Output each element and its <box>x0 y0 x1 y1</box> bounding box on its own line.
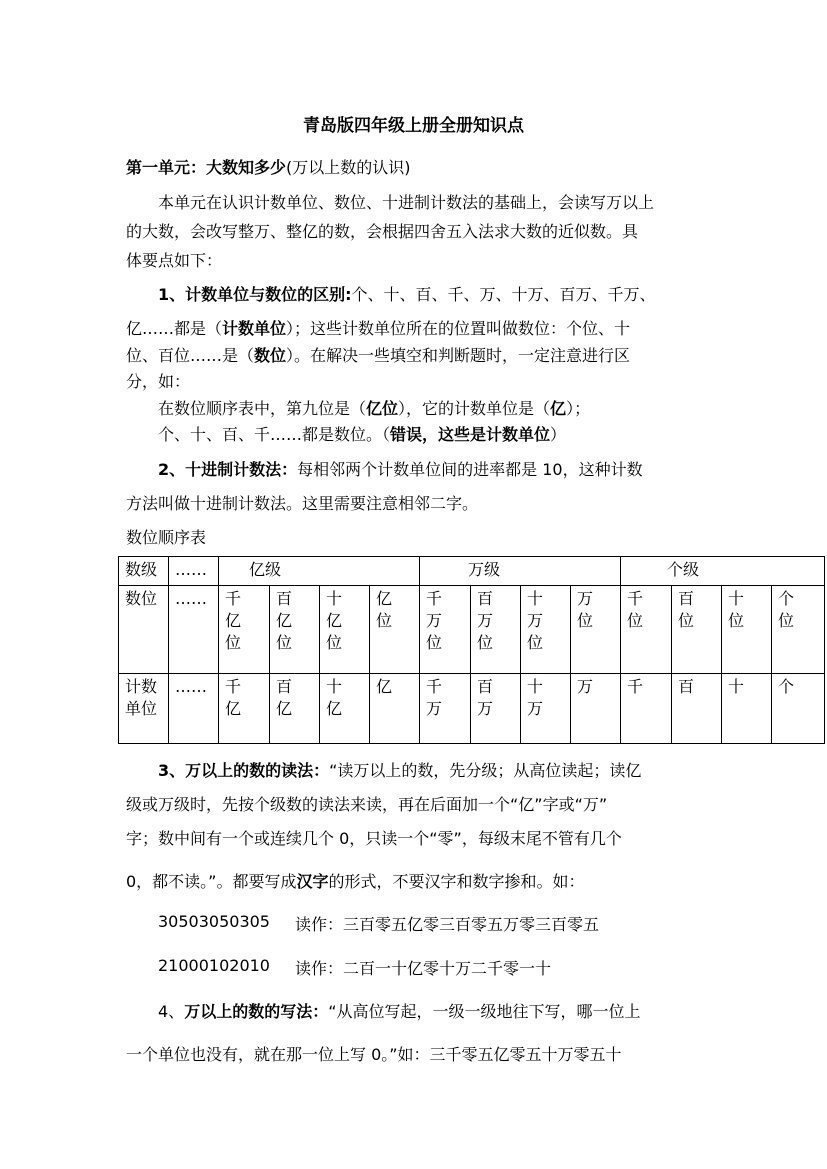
point2-line-2: 方法叫做十进制计数法。这里需要注意相邻二字。 <box>126 494 479 513</box>
bold-term: 计数单位 <box>222 319 287 338</box>
char: 万 <box>527 611 544 630</box>
char: 个 <box>778 589 795 608</box>
table-cell <box>420 674 471 744</box>
table-cell <box>722 586 772 674</box>
char: 计数 <box>125 677 158 696</box>
char: 万 <box>426 699 443 718</box>
page-title: 青岛版四年级上册全册知识点 <box>303 116 524 136</box>
point3-text: “读万以上的数，先分级；从高位读起；读亿 <box>329 761 642 780</box>
char: 位 <box>778 611 795 630</box>
table-cell <box>621 674 672 744</box>
text: ）； <box>566 399 591 418</box>
point4-text: “从高位写起，一级一级地往下写，哪一位上 <box>328 1002 641 1021</box>
char: 千 <box>225 677 242 696</box>
char: 百 <box>477 589 494 608</box>
char: 十 <box>326 677 343 696</box>
intro-line-3: 体要点如下： <box>126 251 223 270</box>
char: 千 <box>225 589 242 608</box>
example-reading-2: 读作：二百一十亿零十万二千零一十 <box>295 959 552 978</box>
char: 千 <box>426 589 443 608</box>
char: 百 <box>678 589 695 608</box>
table-cell <box>370 586 420 674</box>
char: 位 <box>326 633 343 652</box>
char: 万 <box>577 589 594 608</box>
char: 十 <box>728 589 745 608</box>
char: 位 <box>678 611 695 630</box>
table-cell <box>320 674 370 744</box>
point2-line-1 <box>158 457 643 480</box>
point1-example-1 <box>158 396 590 419</box>
example-reading-1: 读作：三百零五亿零三百零五万零三百零五 <box>295 915 600 934</box>
char: 万 <box>527 699 544 718</box>
bold-term: 汉字 <box>296 872 329 891</box>
point4-line-1 <box>158 999 641 1022</box>
table-cell: …… <box>169 674 219 744</box>
text: 位、百位……是（ <box>126 346 255 365</box>
table-cell <box>420 586 471 674</box>
unit-heading-main: 第一单元：大数知多少 <box>126 158 287 177</box>
char: 亿 <box>225 699 242 718</box>
point4-heading: 万以上的数的写法： <box>184 1002 329 1021</box>
table-cell <box>370 674 420 744</box>
char: 十 <box>527 677 544 696</box>
text: 0，都不读。”。都要写成 <box>126 872 297 891</box>
char: 亿 <box>326 611 343 630</box>
char: 万 <box>426 611 443 630</box>
table-cell <box>772 674 825 744</box>
text: 的形式，不要汉字和数字掺和。如： <box>328 872 585 891</box>
char: 百 <box>477 677 494 696</box>
table-cell <box>119 674 169 744</box>
char: 亿 <box>225 611 242 630</box>
table-cell <box>571 586 621 674</box>
point3-line-2: 级或万级时，先按个级数的读法来读，再在后面加一个“亿”字或“万” <box>126 795 608 814</box>
example-number-1: 30503050305 <box>158 912 270 931</box>
unit-heading-paren: (万以上数的认识) <box>286 158 411 177</box>
table-cell <box>621 586 672 674</box>
text: 个、十、百、千……都是数位。（ <box>158 425 391 444</box>
table-cell <box>672 586 722 674</box>
char: 位 <box>527 633 544 652</box>
table-cell <box>672 674 722 744</box>
place-value-table <box>118 556 825 744</box>
table-cell: …… <box>169 586 219 674</box>
point3-line-3: 字；数中间有一个或连续几个 0，只读一个“零”，每级末尾不管有几个 <box>126 829 622 848</box>
char: 位 <box>376 611 393 630</box>
point1-line-3 <box>126 343 630 366</box>
char: 位 <box>477 633 494 652</box>
bold-term: 数位 <box>254 346 287 365</box>
char: 千 <box>426 677 443 696</box>
table-cell <box>521 674 571 744</box>
char: 位 <box>728 611 745 630</box>
point1-line-4: 分，如： <box>126 372 191 391</box>
char: 位 <box>225 633 242 652</box>
example-number-2: 21000102010 <box>158 956 270 975</box>
char: 位 <box>426 633 443 652</box>
char: 百 <box>276 677 293 696</box>
text: 在数位顺序表中，第九位是（ <box>158 399 367 418</box>
bold-term: 亿位 <box>366 399 399 418</box>
char: 亿 <box>376 589 393 608</box>
point3-line-1 <box>158 758 641 781</box>
table-cell <box>521 586 571 674</box>
point3-line-4 <box>126 869 585 892</box>
table-cell: 数位 <box>119 586 169 674</box>
point1-line-2 <box>126 316 630 339</box>
char: 亿 <box>276 699 293 718</box>
text: ）。在解决一些填空和判断题时，一定注意进行区 <box>286 346 631 365</box>
char: 十 <box>326 589 343 608</box>
point2-text: 每相邻两个计数单位间的进率都是 10，这种计数 <box>297 460 643 479</box>
point4-line-2: 一个单位也没有，就在那一位上写 0。”如：三千零五亿零五十万零五十 <box>126 1045 622 1064</box>
char: 亿 <box>276 611 293 630</box>
table-caption: 数位顺序表 <box>126 528 207 547</box>
text: ），它的计数单位是（ <box>398 399 551 418</box>
char: 万 <box>477 699 494 718</box>
table-cell <box>320 586 370 674</box>
table-cell: …… <box>169 557 219 586</box>
char: 亿 <box>326 699 343 718</box>
char: 千 <box>627 589 644 608</box>
text: 亿……都是（ <box>126 319 223 338</box>
bold-term: 亿 <box>550 399 567 418</box>
char: 十 <box>728 677 745 696</box>
intro-line-1: 本单元在认识计数单位、数位、十进制计数法的基础上，会读写万以上 <box>158 193 655 212</box>
char: 个 <box>778 677 795 696</box>
table-cell: 数级 <box>119 557 169 586</box>
char: 千 <box>627 677 644 696</box>
point1-text: 个、十、百、千、万、十万、百万、千万、 <box>351 285 656 304</box>
char: 位 <box>276 633 293 652</box>
bold-term: 错误，这些是计数单位 <box>390 425 551 444</box>
table-cell <box>219 586 270 674</box>
char: 万 <box>577 677 594 696</box>
table-cell <box>772 586 825 674</box>
table-cell: 万级 <box>420 557 621 586</box>
text: ）；这些计数单位所在的位置叫做数位：个位、十 <box>286 319 631 338</box>
char: 位 <box>627 611 644 630</box>
table-cell <box>571 674 621 744</box>
table-row <box>119 674 825 744</box>
point2-heading: 2、十进制计数法： <box>158 460 298 479</box>
table-cell: 个级 <box>621 557 825 586</box>
point3-heading: 3、万以上的数的读法： <box>158 761 330 780</box>
char: 十 <box>527 589 544 608</box>
table-row <box>119 557 825 586</box>
intro-line-2: 的大数，会改写整万、整亿的数，会根据四舍五入法求大数的近似数。具 <box>126 222 639 241</box>
char: 位 <box>577 611 594 630</box>
char: 单位 <box>125 699 158 718</box>
char: 万 <box>477 611 494 630</box>
table-cell <box>722 674 772 744</box>
table-cell: 亿级 <box>219 557 420 586</box>
char: 百 <box>276 589 293 608</box>
table-row <box>119 586 825 674</box>
char: 亿 <box>376 677 393 696</box>
table-cell <box>471 586 521 674</box>
text: ） <box>550 425 567 444</box>
point4-number: 4、 <box>158 1002 185 1021</box>
unit-heading <box>126 155 411 178</box>
table-cell <box>270 674 320 744</box>
table-cell <box>471 674 521 744</box>
point1-line-1 <box>158 282 656 305</box>
char: 百 <box>678 677 695 696</box>
table-cell <box>270 586 320 674</box>
point1-example-2 <box>158 422 566 445</box>
table-cell <box>219 674 270 744</box>
point1-heading: 1、计数单位与数位的区别: <box>158 285 352 304</box>
